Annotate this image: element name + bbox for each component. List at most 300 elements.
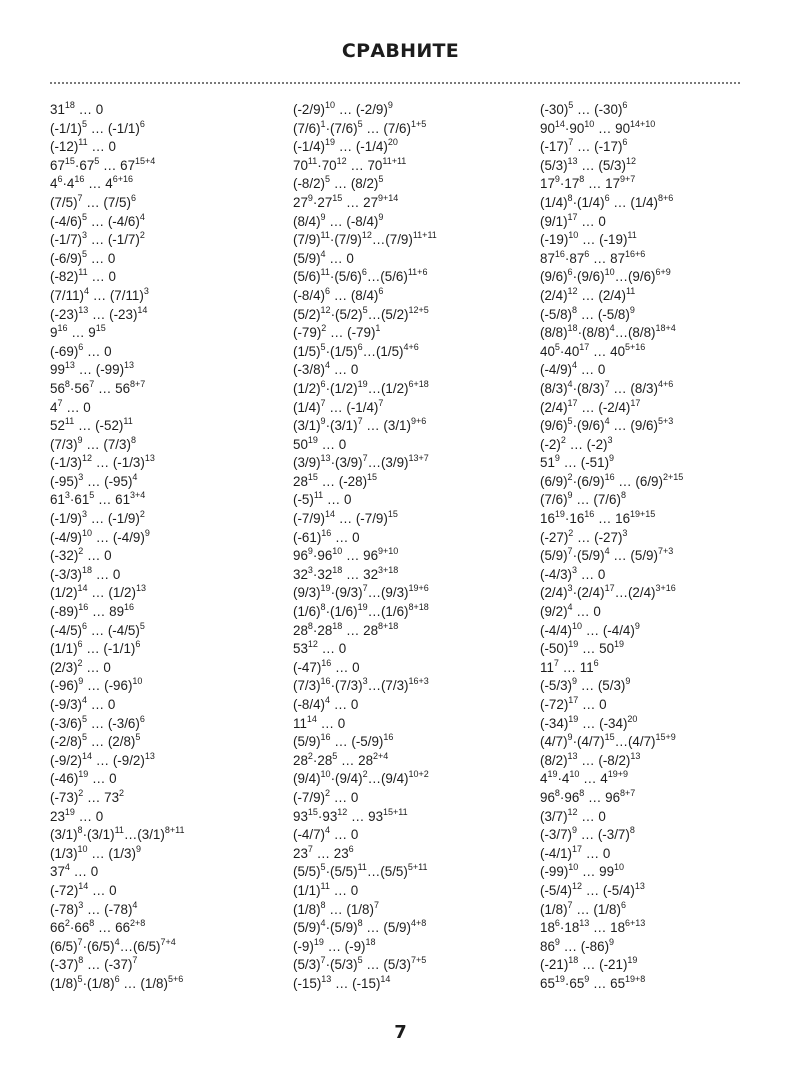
expression-base: … (-23) xyxy=(88,306,138,322)
expression-base: (-23) xyxy=(50,306,79,322)
expression-base: … (8/3) xyxy=(609,380,658,396)
exponent: 19 xyxy=(313,936,324,947)
comparison-exercise xyxy=(50,491,184,510)
exponent: 3 xyxy=(78,899,84,910)
comparison-exercise xyxy=(293,956,437,975)
expression-base: ·(4/7) xyxy=(572,734,605,750)
comparison-exercise xyxy=(50,417,184,436)
comparison-exercise xyxy=(540,454,683,473)
comparison-exercise xyxy=(293,901,437,920)
exponent: 14 xyxy=(82,750,93,761)
expression-base: … 16 xyxy=(594,511,631,527)
exponent: 16 xyxy=(321,657,332,668)
expression-base: (-82) xyxy=(50,269,79,285)
expression-base: (8/4) xyxy=(293,213,321,229)
comparison-exercise xyxy=(540,268,683,287)
exponent: 7 xyxy=(57,397,63,408)
exponent: 18+4 xyxy=(655,323,676,334)
comparison-exercise xyxy=(540,975,683,994)
exponent: 7 xyxy=(362,583,368,594)
exponent: 9 xyxy=(554,936,560,947)
comparison-exercise xyxy=(50,826,184,845)
comparison-exercise xyxy=(293,306,437,325)
expression-base: (9/1) xyxy=(540,213,568,229)
exponent: 12 xyxy=(567,285,578,296)
exponent: 7+4 xyxy=(160,936,176,947)
exponent: 4 xyxy=(139,211,145,222)
comparison-exercise xyxy=(540,306,683,325)
exponent: 3 xyxy=(572,564,578,575)
comparison-exercise xyxy=(50,157,184,176)
exponent: 11+6 xyxy=(407,267,428,278)
exponent: 19 xyxy=(554,509,565,520)
exponent: 5 xyxy=(568,100,574,110)
expression-base: ·(5/2) xyxy=(330,306,363,322)
comparison-exercise xyxy=(50,138,184,157)
comparison-exercise xyxy=(540,882,683,901)
exponent: 12 xyxy=(337,806,348,817)
exponent: 8 xyxy=(320,602,326,613)
exponent: 13 xyxy=(321,973,332,984)
expression-base: … 0 xyxy=(69,864,99,880)
exponent: 10 xyxy=(584,118,595,129)
exponent: 5 xyxy=(567,416,573,427)
expression-base: (-50) xyxy=(540,641,569,657)
exponent: 14 xyxy=(554,118,565,129)
expression-base: … (-5/9) xyxy=(330,734,384,750)
exponent: 16 xyxy=(554,248,565,259)
expression-base: (-1/3) xyxy=(50,455,82,471)
expression-base: … 18 xyxy=(589,920,626,936)
exponent: 2 xyxy=(64,918,70,929)
exponent: 14+10 xyxy=(630,118,656,129)
comparison-exercise xyxy=(540,938,683,957)
exponent: 13 xyxy=(567,155,578,166)
exponent: 14 xyxy=(380,973,391,984)
expression-base: … (-1/3) xyxy=(92,455,145,471)
comparison-exercise xyxy=(293,361,437,380)
exponent: 9 xyxy=(307,546,313,557)
expression-base: 17 xyxy=(540,176,555,192)
expression-base: (-3/7) xyxy=(540,827,572,843)
comparison-exercise xyxy=(293,510,437,529)
expression-base: (1/1) xyxy=(293,882,321,898)
exponent: 9 xyxy=(554,174,560,185)
exponent: 17 xyxy=(567,397,578,408)
comparison-exercise xyxy=(50,584,184,603)
comparison-exercise xyxy=(50,324,184,343)
expression-base: … (5/3) xyxy=(577,678,626,694)
exponent: 15+9 xyxy=(655,732,676,743)
comparison-exercise xyxy=(293,399,437,418)
exponent: 8 xyxy=(629,825,635,836)
expression-base: (-17) xyxy=(540,139,569,155)
comparison-exercise xyxy=(50,268,184,287)
exponent: 4+8 xyxy=(410,918,427,929)
expression-base: … 99 xyxy=(578,864,615,880)
expression-base: (-5/4) xyxy=(540,882,572,898)
expression-base: … (-34) xyxy=(578,715,628,731)
comparison-exercise xyxy=(540,101,683,120)
exponent: 15 xyxy=(95,323,106,334)
comparison-exercise xyxy=(540,752,683,771)
expression-base: (-3/6) xyxy=(50,715,82,731)
exponent: 4 xyxy=(84,285,90,296)
comparison-exercise xyxy=(50,213,184,232)
expression-base: … (-15) xyxy=(331,975,381,991)
expression-base: … (7/6) xyxy=(362,120,411,136)
exponent: 19 xyxy=(307,434,318,445)
exponent: 5 xyxy=(378,174,384,185)
expression-base: ·61 xyxy=(69,492,90,508)
expression-base: (1/4) xyxy=(540,194,568,210)
expression-base: 9 xyxy=(50,325,58,341)
expression-base: … 4 xyxy=(579,771,608,787)
exponent: 18 xyxy=(82,564,93,575)
expression-base: (-5) xyxy=(293,492,314,508)
expression-base: … (-17) xyxy=(573,139,623,155)
exponent: 8 xyxy=(130,434,136,445)
expression-base: ·(6/9) xyxy=(572,473,605,489)
comparison-exercise xyxy=(293,343,437,362)
comparison-exercise xyxy=(50,361,184,380)
comparison-exercise xyxy=(50,863,184,882)
expression-base: …(7/3) xyxy=(367,678,409,694)
exponent: 15 xyxy=(64,155,75,166)
expression-base: … 66 xyxy=(94,920,131,936)
exponent: 6 xyxy=(78,341,84,352)
exponent: 4 xyxy=(320,248,326,259)
exponent: 8 xyxy=(572,304,578,315)
expression-base: (1/8) xyxy=(50,975,78,991)
comparison-exercise xyxy=(293,157,437,176)
exponent: 6+18 xyxy=(408,378,429,389)
exponent: 3+18 xyxy=(378,564,399,575)
expression-base: … 0 xyxy=(577,808,606,824)
expression-base: … 0 xyxy=(578,697,607,712)
expression-base: (1/5) xyxy=(293,343,321,359)
comparison-exercise xyxy=(293,696,437,715)
expression-base: 61 xyxy=(50,492,65,508)
exponent: 4 xyxy=(567,378,573,389)
exponent: 6 xyxy=(82,620,88,631)
exponent: 2 xyxy=(77,657,83,668)
expression-base: 11 xyxy=(293,715,307,731)
expression-base: (-7/9) xyxy=(293,789,325,805)
expression-base: (-5/8) xyxy=(540,306,572,322)
expression-base: ·(5/6) xyxy=(329,269,362,285)
exponent: 1 xyxy=(375,323,381,334)
exponent: 2 xyxy=(567,471,573,482)
comparison-exercise xyxy=(293,826,437,845)
exponent: 19+15 xyxy=(630,509,656,520)
exponent: 6 xyxy=(139,713,145,724)
exponent: 1+5 xyxy=(410,118,427,129)
exponent: 11+11 xyxy=(412,230,437,241)
exponent: 5 xyxy=(320,862,326,873)
expression-base: … (-79) xyxy=(326,325,376,341)
expression-base: ·(9/3) xyxy=(330,585,363,601)
exponent: 5 xyxy=(320,341,326,352)
exponent: 6 xyxy=(348,843,354,854)
exponent: 9+7 xyxy=(620,174,636,185)
exponent: 13 xyxy=(567,750,578,761)
comparison-exercise xyxy=(540,901,683,920)
exponent: 16+3 xyxy=(408,676,429,687)
dotted-divider xyxy=(50,82,740,84)
exponent: 7 xyxy=(378,397,384,408)
expression-base: (-46) xyxy=(50,771,79,787)
comparison-exercise xyxy=(293,473,437,492)
comparison-exercise xyxy=(540,343,683,362)
expression-base: ·(1/4) xyxy=(572,194,605,210)
expression-base: (-95) xyxy=(50,473,79,489)
comparison-exercise xyxy=(293,250,437,269)
exponent: 13 xyxy=(64,360,75,371)
exponent: 9 xyxy=(135,843,141,854)
expression-base: … (-30) xyxy=(573,102,623,117)
expression-base: … (5/3) xyxy=(362,957,411,973)
exponent: 19+6 xyxy=(408,583,429,594)
expression-base: (1/1) xyxy=(50,641,78,657)
exponent: 16 xyxy=(584,509,595,520)
expression-base: 11 xyxy=(540,659,554,675)
exponent: 10 xyxy=(572,620,583,631)
expression-base: …(5/6) xyxy=(366,269,408,285)
expression-base: … 0 xyxy=(330,827,359,843)
expression-base: (6/5) xyxy=(50,938,78,954)
exponent: 10 xyxy=(132,676,143,687)
expression-base: … (-2/4) xyxy=(577,399,631,415)
exponent: 6 xyxy=(320,378,326,389)
expression-base: … (-8/2) xyxy=(577,752,631,768)
exponent: 2 xyxy=(78,546,84,557)
comparison-exercise xyxy=(50,250,184,269)
comparison-exercise xyxy=(540,826,683,845)
exponent: 16+6 xyxy=(625,248,646,259)
expression-base: … (-95) xyxy=(83,473,133,489)
expression-base: (-2) xyxy=(540,436,561,452)
exponent: 4 xyxy=(572,360,578,371)
expression-base: (-15) xyxy=(293,975,322,991)
expression-base: … 93 xyxy=(347,808,384,824)
expression-base: (2/4) xyxy=(540,585,568,601)
exponent: 6 xyxy=(130,192,136,203)
exponent: 18 xyxy=(365,936,376,947)
comparison-exercise xyxy=(50,399,184,418)
comparison-exercise xyxy=(293,770,437,789)
expression-base: (-4/6) xyxy=(50,213,82,229)
expression-base: ·28 xyxy=(312,622,333,638)
comparison-exercise xyxy=(293,491,437,510)
expression-base: (-37) xyxy=(50,957,79,973)
expression-base: ·(7/6) xyxy=(325,120,358,136)
exponent: 9 xyxy=(609,936,615,947)
exponent: 17 xyxy=(568,695,579,705)
exponent: 3 xyxy=(64,490,70,501)
exponent: 10 xyxy=(568,862,579,873)
exponent: 14 xyxy=(77,583,88,594)
expression-base: … 9 xyxy=(67,325,96,341)
expression-base: (9/6) xyxy=(540,269,568,285)
expression-base: … (-21) xyxy=(578,957,628,973)
exponent: 6 xyxy=(135,639,141,650)
expression-base: (-27) xyxy=(540,529,569,545)
comparison-exercise xyxy=(293,752,437,771)
exponent: 4 xyxy=(604,546,610,557)
expression-base: ·(5/9) xyxy=(572,548,605,564)
exponent: 5 xyxy=(77,973,83,984)
expression-base: …(6/5) xyxy=(119,938,161,954)
comparison-exercise xyxy=(540,715,683,734)
comparison-exercise xyxy=(540,566,683,585)
exponent: 6 xyxy=(57,174,63,185)
exponent: 5+16 xyxy=(625,341,646,352)
page-title: СРАВНИТЕ xyxy=(341,40,460,62)
expression-base: …(1/6) xyxy=(367,604,409,620)
comparison-exercise xyxy=(293,584,437,603)
expression-base: …(7/9) xyxy=(371,232,413,248)
exponent: 8 xyxy=(320,899,326,910)
exponent: 9 xyxy=(567,732,573,743)
exponent: 19 xyxy=(627,955,638,966)
expression-base: ·16 xyxy=(564,511,585,527)
exponent: 16 xyxy=(320,676,331,687)
exponent: 6 xyxy=(114,973,120,984)
expression-base: … 0 xyxy=(87,269,116,285)
expression-base: (3/7) xyxy=(540,808,568,824)
exponent: 3 xyxy=(607,434,613,445)
comparison-exercise xyxy=(293,938,437,957)
exponent: 13 xyxy=(144,750,155,761)
expression-base: … 0 xyxy=(323,492,352,508)
expression-base: 40 xyxy=(540,343,555,359)
expression-base: 18 xyxy=(540,920,555,936)
expression-base: (-4/3) xyxy=(540,566,572,582)
exponent: 2 xyxy=(568,527,574,538)
comparison-exercise xyxy=(540,491,683,510)
exponent: 8 xyxy=(620,490,626,501)
comparison-exercise xyxy=(293,529,437,548)
expression-base: … (-37) xyxy=(83,957,133,973)
comparison-exercise xyxy=(50,696,184,715)
exponent: 13 xyxy=(320,453,331,464)
expression-base: … (-99) xyxy=(74,362,125,378)
comparison-exercise xyxy=(293,213,437,232)
comparison-exercise xyxy=(293,287,437,306)
expression-base: … 87 xyxy=(589,250,626,266)
exponent: 9 xyxy=(572,676,578,687)
exponent: 19+8 xyxy=(625,973,646,984)
comparison-exercise xyxy=(293,603,437,622)
expression-base: (1/8) xyxy=(540,901,568,917)
expression-base: … 28 xyxy=(337,752,374,768)
comparison-exercise xyxy=(50,808,184,827)
expression-base: … 56 xyxy=(94,380,131,396)
exponent: 4 xyxy=(325,695,331,705)
exponent: 10+2 xyxy=(408,769,429,780)
expression-base: (-61) xyxy=(293,529,322,545)
exponent: 19 xyxy=(320,583,331,594)
expression-base: (-8/4) xyxy=(293,697,325,712)
exponent: 11+11 xyxy=(382,155,407,166)
exponent: 10 xyxy=(320,769,331,780)
expression-base: (-8/2) xyxy=(293,176,325,192)
comparison-exercise xyxy=(540,696,683,715)
comparison-exercise xyxy=(293,882,437,901)
exponent: 5 xyxy=(82,248,88,259)
expression-base: … (-8/4) xyxy=(325,213,379,229)
exponent: 7 xyxy=(604,378,610,389)
expression-base: (5/9) xyxy=(540,548,568,564)
exponent: 10 xyxy=(569,769,580,780)
exercise-column-2 xyxy=(293,101,437,994)
comparison-exercise xyxy=(50,529,184,548)
exponent: 12+5 xyxy=(408,304,429,315)
exponent: 7 xyxy=(320,955,326,966)
exponent: 4 xyxy=(132,899,138,910)
comparison-exercise xyxy=(293,677,437,696)
exponent: 6 xyxy=(604,192,610,203)
exponent: 16 xyxy=(124,602,135,613)
expression-base: (-21) xyxy=(540,957,569,973)
exponent: 11 xyxy=(313,490,324,501)
expression-base: … (8/2) xyxy=(330,176,379,192)
exponent: 15+4 xyxy=(135,155,156,166)
exponent: 5 xyxy=(82,118,88,129)
expression-base: … (1/2) xyxy=(87,585,136,601)
comparison-exercise xyxy=(540,287,683,306)
exponent: 13+7 xyxy=(408,453,429,464)
exponent: 7+3 xyxy=(657,546,674,557)
expression-base: 90 xyxy=(540,120,555,136)
comparison-exercise xyxy=(50,640,184,659)
expression-base: 56 xyxy=(50,380,65,396)
expression-base: (-3/8) xyxy=(293,362,325,378)
exponent: 9 xyxy=(625,676,631,687)
comparison-exercise xyxy=(540,231,683,250)
comparison-exercise xyxy=(540,789,683,808)
exponent: 19 xyxy=(64,806,75,817)
expression-base: (8/2) xyxy=(540,752,568,768)
expression-base: … (5/9) xyxy=(362,920,411,936)
expression-base: 28 xyxy=(293,752,308,768)
expression-base: …(5/5) xyxy=(366,864,408,880)
expression-base: ·(8/8) xyxy=(577,325,610,341)
comparison-exercise xyxy=(293,845,437,864)
expression-base: … 0 xyxy=(83,548,112,564)
expression-base: … (-1/7) xyxy=(87,232,140,248)
exponent: 8+7 xyxy=(130,378,146,389)
exponent: 2+15 xyxy=(662,471,684,482)
expression-base: 52 xyxy=(50,418,65,434)
expression-base: … (8/4) xyxy=(330,287,379,303)
comparison-exercise xyxy=(293,175,437,194)
exponent: 5 xyxy=(94,155,100,166)
exponent: 10 xyxy=(77,843,88,854)
expression-base: … (7/5) xyxy=(82,194,131,210)
expression-base: ·56 xyxy=(69,380,90,396)
exponent: 15 xyxy=(367,471,378,482)
exponent: 3 xyxy=(622,527,628,538)
exponent: 14 xyxy=(306,713,317,724)
exponent: 11 xyxy=(114,825,124,836)
exponent: 3 xyxy=(362,676,368,687)
comparison-exercise xyxy=(50,231,184,250)
comparison-exercise xyxy=(50,770,184,789)
exponent: 4 xyxy=(609,323,615,334)
comparison-exercise xyxy=(50,901,184,920)
